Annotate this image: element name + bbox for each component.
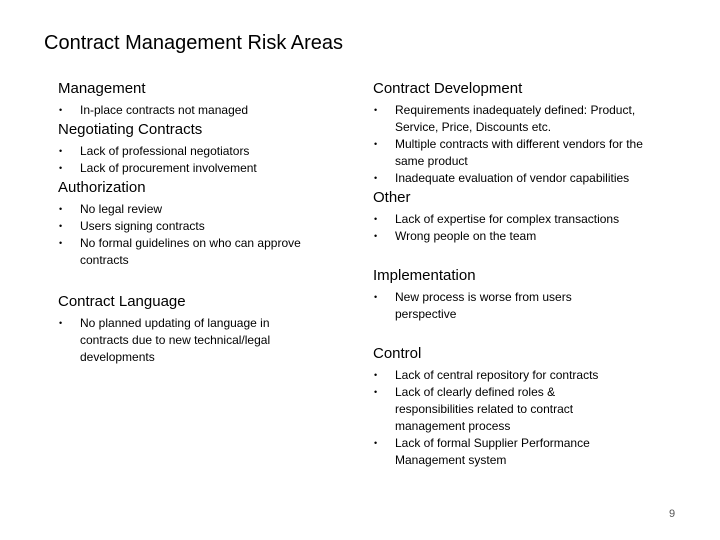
list-item: • Users signing contracts bbox=[59, 219, 205, 233]
section-heading: Authorization bbox=[58, 179, 146, 196]
bullet-icon: • bbox=[374, 292, 378, 302]
bullet-icon: • bbox=[374, 387, 378, 397]
section-heading: Contract Language bbox=[58, 293, 186, 310]
list-item: • Inadequate evaluation of vendor capabilities bbox=[374, 171, 630, 185]
section-control bbox=[373, 345, 673, 469]
bullet-icon: • bbox=[59, 163, 63, 173]
bullet-icon: • bbox=[374, 214, 378, 224]
list-item: • Lack of central repository for contracts bbox=[374, 368, 599, 382]
bullet-icon: • bbox=[374, 173, 378, 183]
section-authorization bbox=[58, 179, 358, 269]
bullet-list bbox=[373, 367, 673, 469]
list-item: • Lack of procurement involvement bbox=[59, 161, 257, 175]
bullet-list bbox=[58, 201, 358, 269]
section-heading: Implementation bbox=[373, 267, 476, 284]
list-item: • Multiple contracts with different vendors for the same product bbox=[374, 137, 643, 168]
section-contract-development bbox=[373, 80, 673, 187]
page-number: 9 bbox=[669, 508, 676, 520]
section-heading: Other bbox=[373, 189, 411, 206]
bullet-icon: • bbox=[59, 105, 63, 115]
bullet-icon: • bbox=[59, 318, 63, 328]
bullet-icon: • bbox=[374, 105, 378, 115]
bullet-icon: • bbox=[59, 221, 63, 231]
bullet-icon: • bbox=[374, 139, 378, 149]
bullet-icon: • bbox=[374, 231, 378, 241]
section-implementation bbox=[373, 267, 673, 323]
section-heading: Contract Development bbox=[373, 80, 523, 97]
bullet-icon: • bbox=[374, 438, 378, 448]
list-item: • Lack of professional negotiators bbox=[59, 144, 250, 158]
bullet-list bbox=[373, 102, 673, 187]
right-column bbox=[373, 80, 673, 469]
list-item: • No formal guidelines on who can approve contracts bbox=[59, 236, 301, 267]
bullet-icon: • bbox=[59, 204, 63, 214]
list-item: • Lack of clearly defined roles & responsibilities related to contract management process bbox=[374, 385, 574, 433]
section-heading: Management bbox=[58, 80, 146, 97]
bullet-list bbox=[373, 211, 673, 245]
bullet-icon: • bbox=[374, 370, 378, 380]
bullet-list bbox=[58, 102, 358, 119]
bullet-list bbox=[58, 143, 358, 177]
bullet-list bbox=[58, 315, 358, 366]
section-heading: Control bbox=[373, 345, 422, 362]
list-item: • Lack of expertise for complex transactions bbox=[374, 212, 620, 226]
slide-title: Contract Management Risk Areas bbox=[44, 32, 344, 54]
list-item: • In-place contracts not managed bbox=[59, 103, 249, 117]
section-contract-language bbox=[58, 293, 358, 366]
left-column bbox=[58, 80, 358, 366]
section-heading: Negotiating Contracts bbox=[58, 121, 203, 138]
list-item: • Requirements inadequately defined: Product, Service, Price, Discounts etc. bbox=[374, 103, 636, 134]
section-other bbox=[373, 189, 673, 245]
section-management bbox=[58, 80, 358, 119]
list-item: • Wrong people on the team bbox=[374, 229, 537, 243]
bullet-icon: • bbox=[59, 238, 63, 248]
bullet-icon: • bbox=[59, 146, 63, 156]
list-item: • New process is worse from users perspective bbox=[374, 290, 572, 321]
list-item: • No legal review bbox=[59, 202, 163, 216]
section-negotiating-contracts bbox=[58, 121, 358, 177]
bullet-list bbox=[373, 289, 673, 323]
list-item: • No planned updating of language in contracts due to new technical/legal developments bbox=[59, 316, 271, 364]
list-item: • Lack of formal Supplier Performance Management system bbox=[374, 436, 590, 467]
